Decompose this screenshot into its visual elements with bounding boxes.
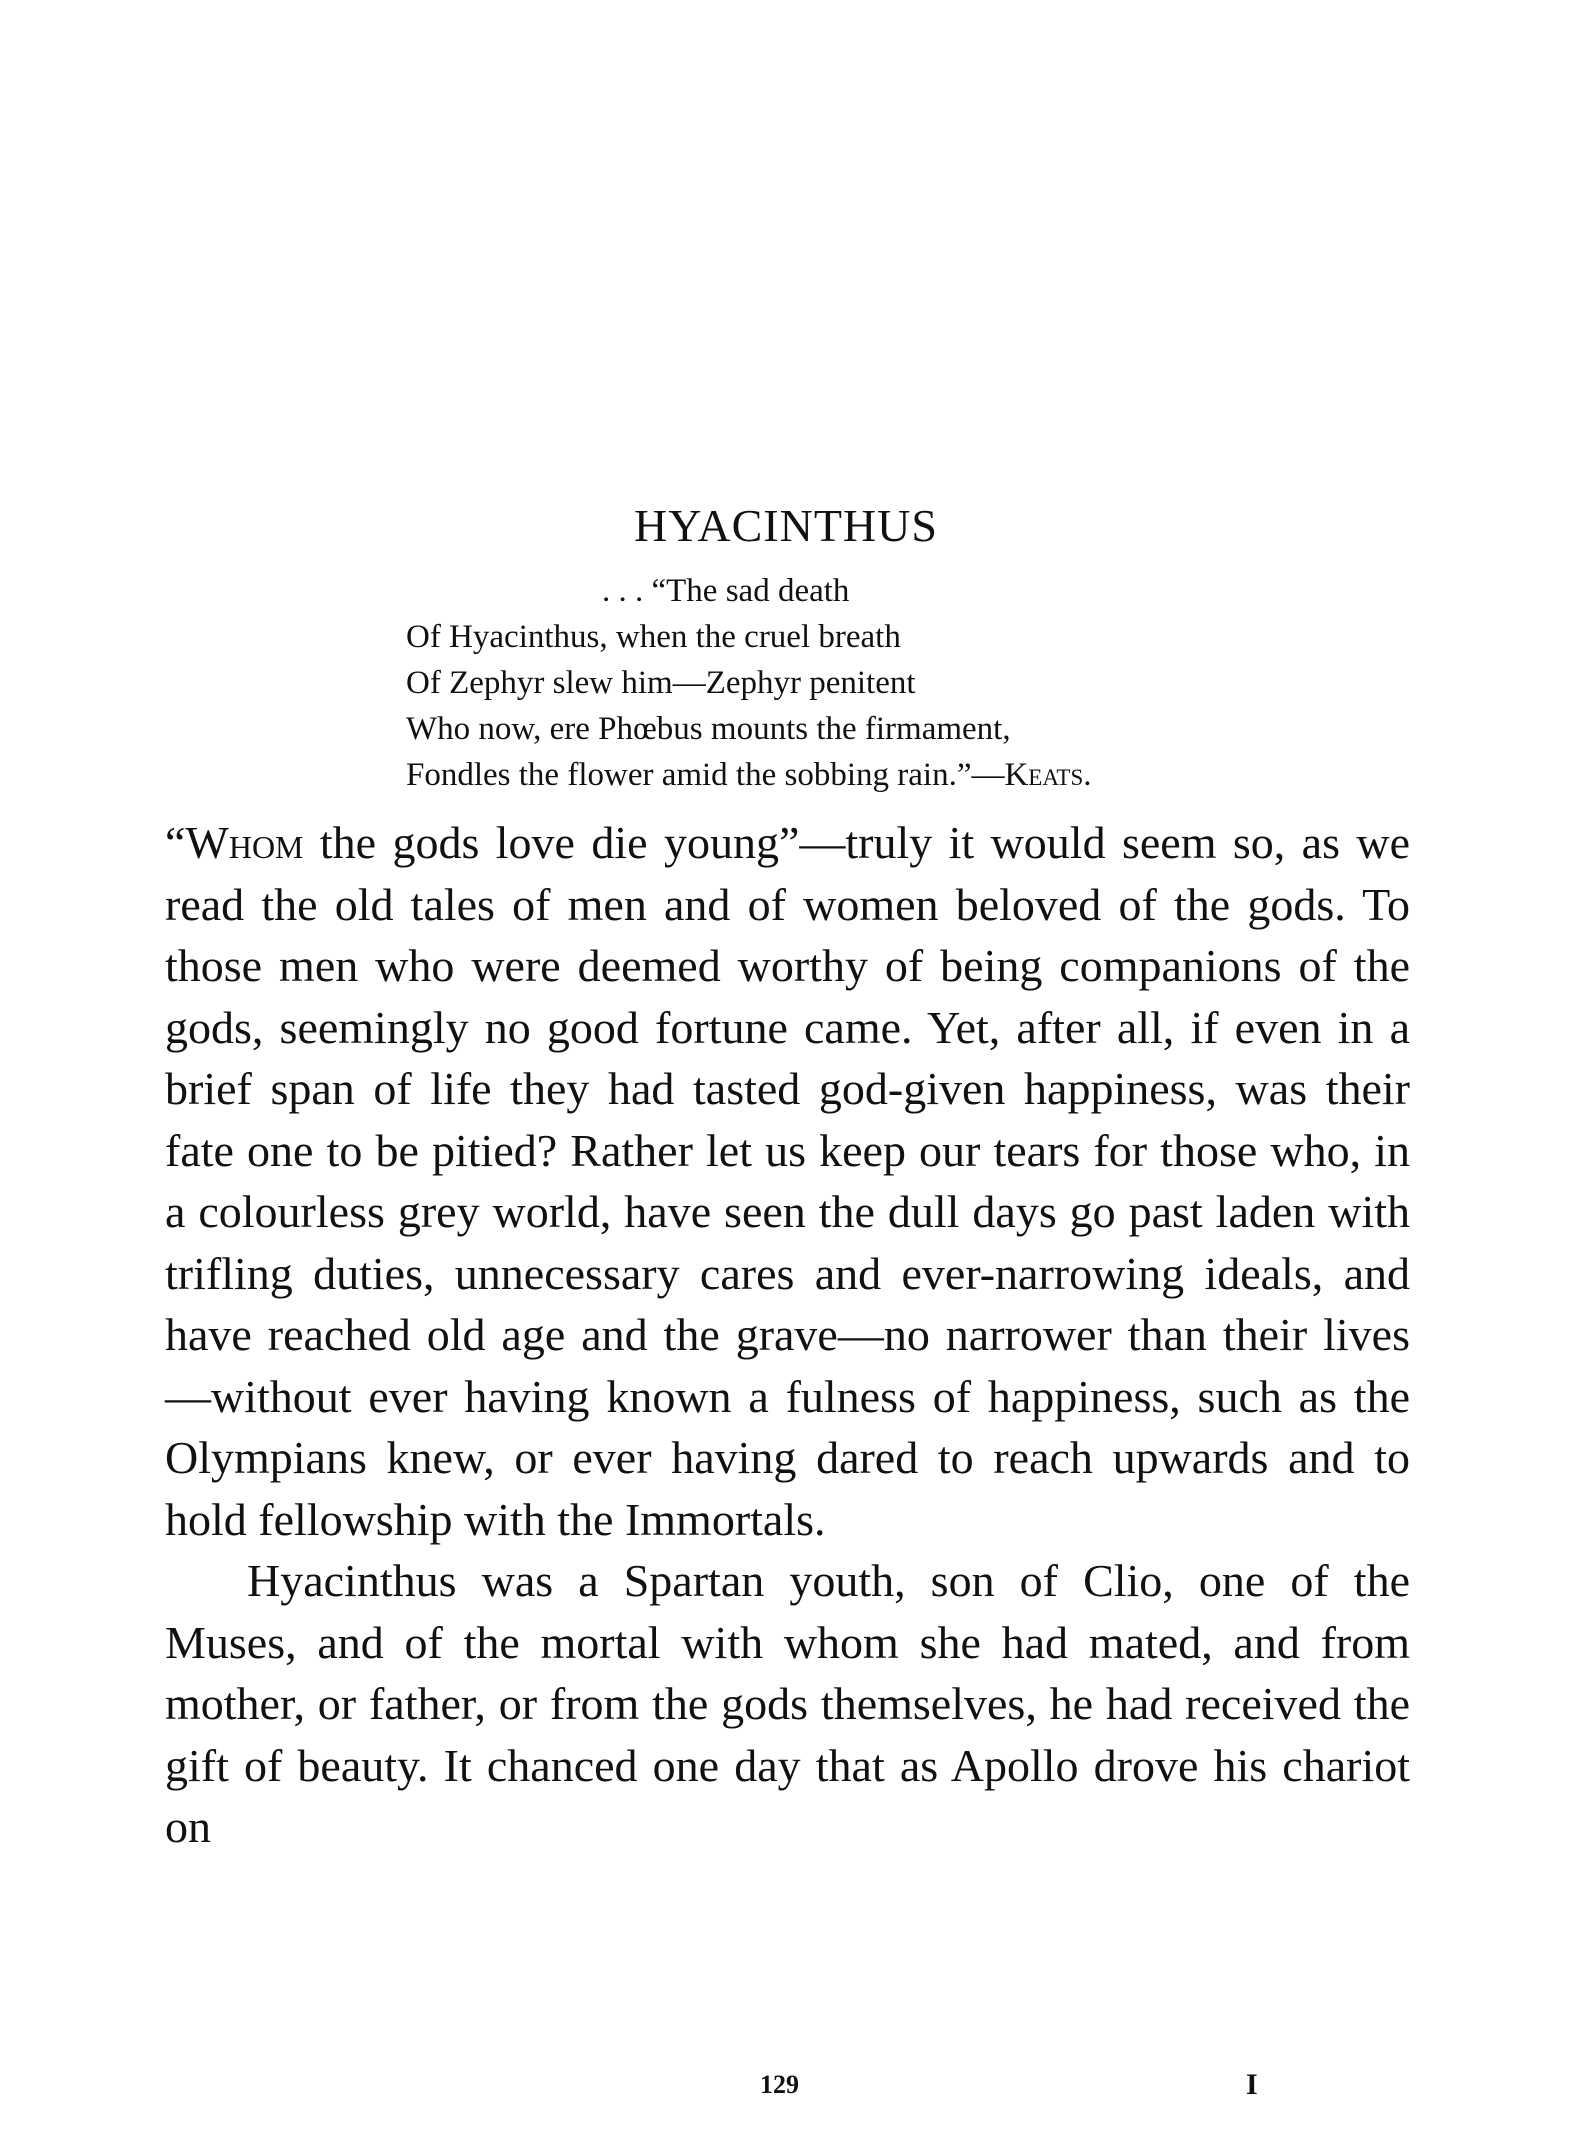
epigraph: [406, 568, 1326, 798]
paragraph: [165, 812, 1410, 1550]
signature-mark: I: [1246, 2068, 1258, 2101]
paragraph: Hyacinthus was a Spartan youth, son of Clio, one of the Muses, and of the mortal with whom she had mated, and from mother, or father, or from the gods themselves, he had received the gift of beauty. It chanced one day that as Apollo drove his chariot on: [165, 1555, 1410, 1852]
epigraph-line: . . . “The sad death: [602, 573, 850, 609]
epigraph-line-text: Fondles the flower amid the sobbing rain.”—: [406, 757, 1005, 793]
epigraph-line: Who now, ere Phœbus mounts the firmament,: [406, 711, 1011, 747]
page-number: 129: [760, 2070, 799, 2099]
epigraph-line-last: [406, 752, 1326, 798]
paragraph-lead-word: Whom: [185, 817, 304, 868]
paragraph-text: the gods love die young”—truly it would seem so, as we read the old tales of men and of women beloved of the gods. To those men who were deemed worthy of being companions of the gods, seemingly no good fortune came. Yet, after all, if even in a brief span of life they had tasted god-given happiness, was their fate one to be pitied? Rather let us keep our tears for those who, in a colourless grey world, have seen the dull days go past laden with trifling duties, unnecessary cares and ever-narrowing ideals, and have reached old age and the grave—no narrower than their lives—without ever having known a fulness of happiness, such as the Olympians knew, or ever having dared to reach upwards and to hold fellowship with the Immortals.: [165, 817, 1410, 1545]
chapter-title: HYACINTHUS: [634, 499, 938, 551]
epigraph-line: Of Zephyr slew him—Zephyr penitent: [406, 665, 916, 701]
epigraph-author: Keats.: [1004, 757, 1092, 793]
chapter-body: [165, 812, 1410, 1858]
epigraph-line: Of Hyacinthus, when the cruel breath: [406, 619, 901, 655]
opening-quote: “: [165, 817, 186, 868]
